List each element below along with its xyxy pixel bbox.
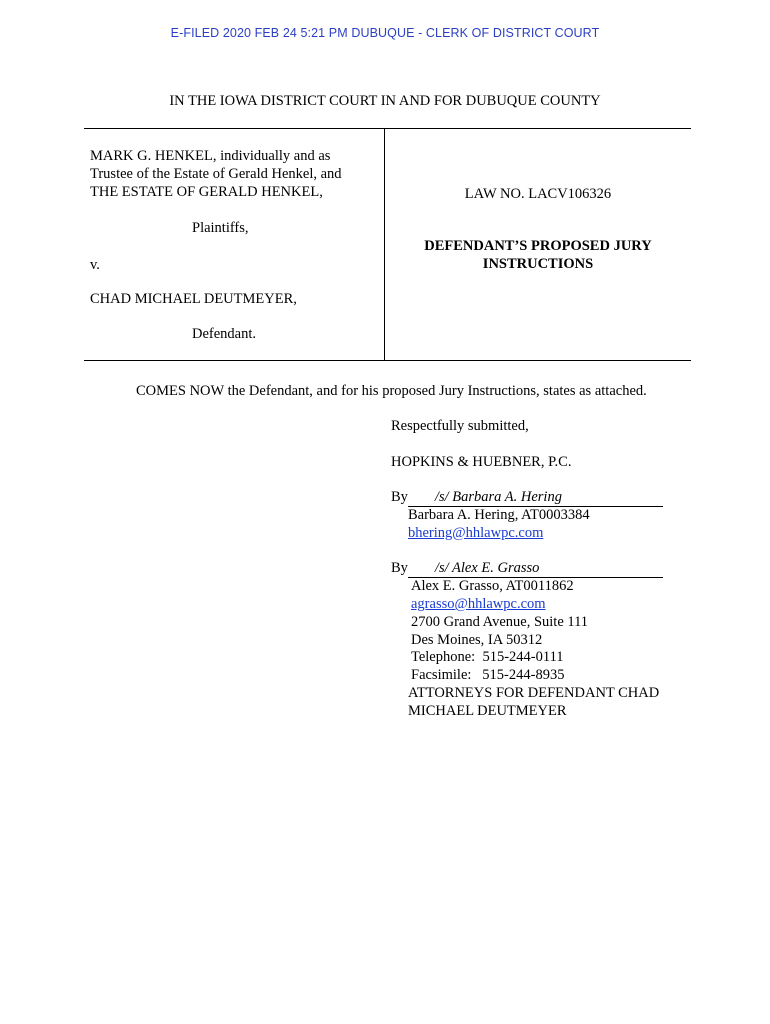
signature-line-1 <box>391 488 663 507</box>
efiled-banner: E-FILED 2020 FEB 24 5:21 PM DUBUQUE - CLERK OF DISTRICT COURT <box>170 26 600 40</box>
court-title: IN THE IOWA DISTRICT COURT IN AND FOR DUBUQUE COUNTY <box>169 93 601 109</box>
attorney2-name: Alex E. Grasso, AT0011862 <box>411 578 574 594</box>
caption-top-rule <box>84 128 691 129</box>
by-label: By <box>391 489 408 505</box>
by-label: By <box>391 560 408 576</box>
versus: v. <box>90 257 100 273</box>
facsimile: Facsimile: 515-244-8935 <box>411 667 565 683</box>
address-line-1: 2700 Grand Avenue, Suite 111 <box>411 614 589 630</box>
firm-name: HOPKINS & HUEBNER, P.C. <box>391 454 572 470</box>
attorney-role-line-1: ATTORNEYS FOR DEFENDANT CHAD <box>408 685 660 701</box>
signature-1: /s/ Barbara A. Hering <box>408 488 663 507</box>
document-title-line-1: DEFENDANT’S PROPOSED JURY <box>424 238 652 254</box>
closing: Respectfully submitted, <box>391 418 529 434</box>
attorney-role-line-2: MICHAEL DEUTMEYER <box>408 703 567 719</box>
plaintiff-line-2: Trustee of the Estate of Gerald Henkel, and <box>90 166 342 182</box>
caption-bottom-rule <box>84 360 691 361</box>
plaintiffs-label: Plaintiffs, <box>192 220 249 236</box>
signature-2: /s/ Alex E. Grasso <box>408 559 663 578</box>
defendant-name: CHAD MICHAEL DEUTMEYER, <box>90 291 297 307</box>
body-paragraph: COMES NOW the Defendant, and for his proposed Jury Instructions, states as attached. <box>136 383 647 399</box>
plaintiff-line-1: MARK G. HENKEL, individually and as <box>90 148 331 164</box>
plaintiff-line-3: THE ESTATE OF GERALD HENKEL, <box>90 184 323 200</box>
attorney2-email-link[interactable]: agrasso@hhlawpc.com <box>411 596 546 612</box>
address-line-2: Des Moines, IA 50312 <box>411 632 543 648</box>
signature-line-2 <box>391 559 663 578</box>
attorney1-email-link[interactable]: bhering@hhlawpc.com <box>408 525 544 541</box>
telephone: Telephone: 515-244-0111 <box>411 649 564 665</box>
attorney1-name: Barbara A. Hering, AT0003384 <box>408 507 590 523</box>
defendant-label: Defendant. <box>192 326 257 342</box>
document-title-line-2: INSTRUCTIONS <box>482 256 594 272</box>
law-number: LAW NO. LACV106326 <box>464 186 612 202</box>
